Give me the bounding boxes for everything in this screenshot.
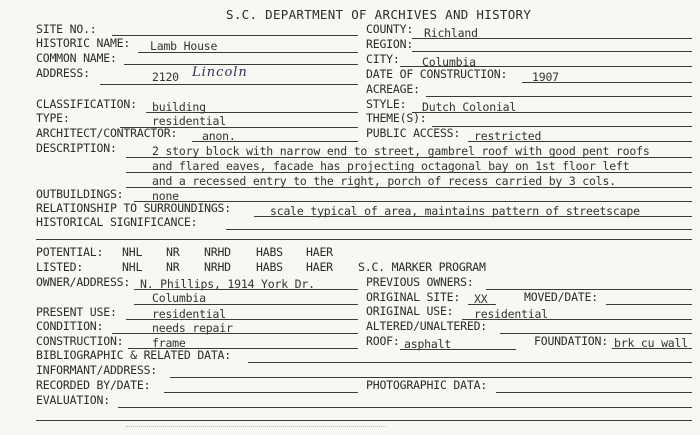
original-use-label: ORIGINAL USE: — [366, 304, 454, 318]
historic-name-value: Lamb House — [150, 39, 218, 53]
moved-date-line — [606, 304, 692, 305]
type-label: TYPE: — [36, 111, 70, 125]
present-use-value: residential — [152, 307, 226, 321]
public-access-label: PUBLIC ACCESS: — [366, 126, 461, 140]
altered-label: ALTERED/UNALTERED: — [366, 319, 488, 333]
owner-address-label: OWNER/ADDRESS: — [36, 275, 131, 289]
outbuildings-value: none — [152, 189, 179, 203]
architect-line — [192, 141, 358, 142]
region-line — [412, 51, 692, 52]
sc-marker-program-label: S.C. MARKER PROGRAM — [358, 260, 486, 274]
themes-label: THEME(S): — [366, 111, 427, 125]
historic-name-line — [138, 52, 358, 53]
construction-label: CONSTRUCTION: — [36, 334, 124, 348]
themes-line — [432, 126, 692, 127]
potential-nrhd: NRHD — [204, 245, 231, 259]
public-access-value: restricted — [474, 129, 542, 143]
description-label: DESCRIPTION: — [36, 141, 117, 155]
listed-nr: NR — [166, 260, 180, 274]
bibliographic-label: BIBLIOGRAPHIC & RELATED DATA: — [36, 348, 231, 362]
description-line-2: and flared eaves, facade has projecting octagonal bay on 1st floor left — [152, 159, 630, 173]
description-rule-1 — [126, 157, 692, 158]
recorded-by-line — [164, 392, 358, 393]
potential-habs: HABS — [256, 245, 283, 259]
site-no-label: SITE NO.: — [36, 22, 97, 36]
address-line — [100, 84, 358, 85]
potential-label: POTENTIAL: — [36, 245, 104, 259]
condition-line — [112, 333, 358, 334]
original-use-line — [462, 319, 692, 320]
architect-value: anon. — [202, 129, 236, 143]
photographic-data-label: PHOTOGRAPHIC DATA: — [366, 378, 488, 392]
owner-line-2-value: Columbia — [152, 291, 206, 305]
classification-label: CLASSIFICATION: — [36, 97, 137, 111]
foundation-line — [612, 348, 692, 349]
architect-label: ARCHITECT/CONTRACTOR: — [36, 126, 178, 140]
address-street-value: Lincoln — [192, 65, 248, 80]
listed-habs: HABS — [256, 260, 283, 274]
roof-line — [400, 349, 516, 350]
owner-line-1-value: N. Phillips, 1914 York Dr. — [140, 277, 315, 291]
construction-value: frame — [152, 336, 186, 350]
description-rule-2 — [126, 172, 692, 173]
historic-name-label: HISTORIC NAME: — [36, 36, 131, 50]
relationship-label: RELATIONSHIP TO SURROUNDINGS: — [36, 201, 231, 215]
county-value: Richland — [424, 26, 478, 40]
city-label: CITY: — [366, 52, 400, 66]
address-label: ADDRESS: — [36, 66, 90, 80]
potential-haer: HAER — [306, 245, 333, 259]
listed-nhl: NHL — [122, 260, 143, 274]
listed-haer: HAER — [306, 260, 333, 274]
form-title: S.C. DEPARTMENT OF ARCHIVES AND HISTORY — [226, 7, 532, 22]
condition-value: needs repair — [152, 321, 233, 335]
city-value: Columbia — [422, 55, 476, 69]
original-site-line — [468, 304, 496, 305]
bibliographic-line — [248, 362, 692, 363]
common-name-label: COMMON NAME: — [36, 51, 117, 65]
original-site-value: XX — [474, 292, 488, 306]
historical-significance-line-1 — [226, 229, 692, 230]
historical-significance-line-2 — [36, 239, 692, 240]
evaluation-line-1 — [118, 407, 692, 408]
classification-line — [146, 112, 358, 113]
date-of-construction-line — [522, 82, 692, 83]
previous-owners-label: PREVIOUS OWNERS: — [366, 275, 474, 289]
present-use-label: PRESENT USE: — [36, 305, 117, 319]
listed-label: LISTED: — [36, 260, 84, 274]
roof-label: ROOF: — [366, 334, 400, 348]
owner-line-2 — [134, 304, 358, 305]
style-label: STYLE: — [366, 97, 407, 111]
present-use-line — [126, 319, 358, 320]
region-label: REGION: — [366, 37, 414, 51]
listed-nrhd: NRHD — [204, 260, 231, 274]
photographic-data-line — [496, 392, 692, 393]
original-site-label: ORIGINAL SITE: — [366, 290, 461, 304]
foundation-value: brk cu wall — [614, 336, 688, 350]
style-value: Dutch Colonial — [422, 100, 517, 114]
date-of-construction-value: 1907 — [532, 70, 559, 84]
informant-label: INFORMANT/ADDRESS: — [36, 363, 158, 377]
county-label: COUNTY: — [366, 22, 414, 36]
perforation-dots — [126, 426, 386, 427]
original-use-value: residential — [474, 307, 548, 321]
site-no-line — [112, 35, 358, 36]
date-of-construction-label: DATE OF CONSTRUCTION: — [366, 67, 508, 81]
county-line — [412, 38, 692, 39]
public-access-line — [468, 141, 692, 142]
acreage-label: ACREAGE: — [366, 82, 420, 96]
evaluation-line-2 — [36, 420, 692, 421]
owner-line-1 — [134, 289, 358, 290]
condition-label: CONDITION: — [36, 319, 104, 333]
style-line — [412, 112, 692, 113]
roof-value: asphalt — [404, 337, 452, 351]
potential-nr: NR — [166, 245, 180, 259]
relationship-line — [254, 216, 692, 217]
description-line-3: and a recessed entry to the right, porch of recess carried by 3 cols. — [152, 174, 616, 188]
address-number-value: 2120 — [152, 70, 179, 84]
outbuildings-label: OUTBUILDINGS: — [36, 187, 124, 201]
type-value: residential — [152, 114, 226, 128]
classification-value: building — [152, 100, 206, 114]
acreage-line — [426, 96, 692, 97]
historical-significance-label: HISTORICAL SIGNIFICANCE: — [36, 215, 198, 229]
recorded-by-label: RECORDED BY/DATE: — [36, 378, 151, 392]
evaluation-label: EVALUATION: — [36, 393, 110, 407]
description-line-1: 2 story block with narrow end to street, gambrel roof with good pent roofs — [152, 144, 650, 158]
moved-date-label: MOVED/DATE: — [524, 290, 598, 304]
relationship-value: scale typical of area, maintains pattern of streetscape — [270, 204, 640, 218]
foundation-label: FOUNDATION: — [534, 334, 608, 348]
potential-nhl: NHL — [122, 245, 143, 259]
description-rule-3 — [126, 187, 692, 188]
